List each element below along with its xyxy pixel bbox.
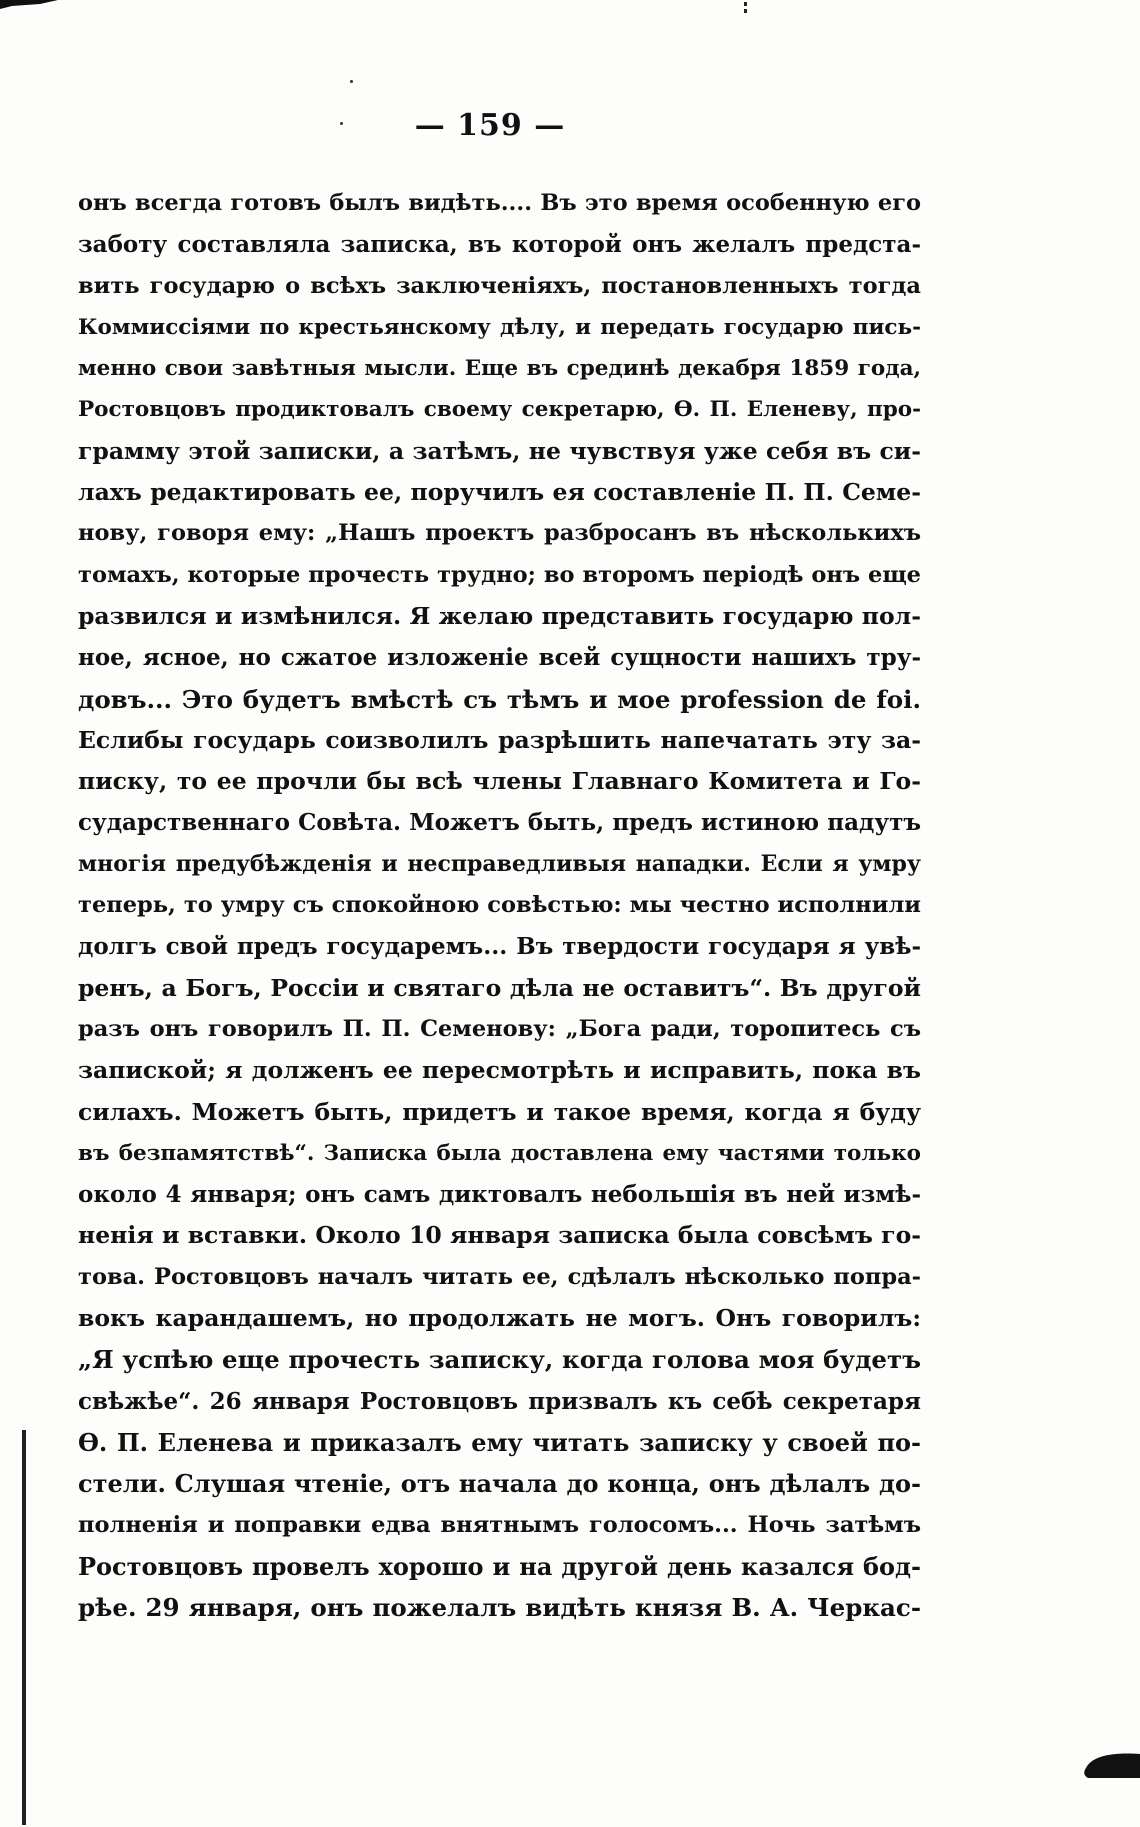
scan-edge-mark	[0, 0, 60, 10]
text-line: Ѳ. П. Еленева и приказалъ ему читать записку у своей по-	[78, 1427, 921, 1457]
page-number: — 159 —	[414, 108, 566, 143]
text-line: многія предубѣжденія и несправедливыя нападки. Если я умру	[78, 850, 921, 877]
text-line: менно свои завѣтныя мысли. Еще въ срединѣ декабря 1859 года,	[78, 356, 921, 382]
scan-edge-line	[22, 1430, 26, 1825]
text-line: лахъ редактировать ее, поручилъ ея составленіе П. П. Семе-	[78, 478, 921, 507]
text-line: вокъ карандашемъ, но продолжать не могъ. Онъ говорилъ:	[78, 1304, 921, 1333]
text-line: полненія и поправки едва внятнымъ голосомъ... Ночь затѣмъ	[78, 1511, 921, 1538]
text-line: това. Ростовцовъ началъ читать ее, сдѣлалъ нѣсколько попра-	[78, 1263, 921, 1290]
text-line: грамму этой записки, а затѣмъ, не чувствуя уже себя въ си-	[78, 436, 921, 465]
text-line: теперь, то умру съ спокойною совѣстью: мы честно исполнили	[78, 892, 921, 919]
text-line: нову, говоря ему: „Нашъ проектъ разбросанъ въ нѣсколькихъ	[78, 520, 921, 547]
text-line: Ростовцовъ провелъ хорошо и на другой день казался бод-	[78, 1551, 921, 1581]
text-line: „Я успѣю еще прочесть записку, когда голова моя будетъ	[78, 1345, 921, 1375]
text-line: въ безпамятствѣ“. Записка была доставлена ему частями только	[78, 1140, 921, 1166]
text-line: ненія и вставки. Около 10 января записка была совсѣмъ го-	[78, 1221, 921, 1250]
text-line: вить государю о всѣхъ заключеніяхъ, постановленныхъ тогда	[78, 272, 921, 299]
text-line: ренъ, а Богъ, Россіи и святаго дѣла не оставитъ“. Въ другой	[78, 973, 921, 1002]
body-text	[78, 183, 921, 1628]
text-line: стели. Слушая чтеніе, отъ начала до конца, онъ дѣлалъ до-	[78, 1469, 921, 1499]
text-line: рѣе. 29 января, онъ пожелалъ видѣть князя В. А. Черкас-	[78, 1593, 921, 1623]
text-line: онъ всегда готовъ былъ видѣть.... Въ это время особенную его	[78, 190, 921, 216]
text-line: силахъ. Можетъ быть, придетъ и такое время, когда я буду	[78, 1097, 921, 1126]
text-line: довъ... Это будетъ вмѣстѣ съ тѣмъ и мое profession de foi.	[78, 684, 921, 714]
text-line: свѣжѣе“. 26 января Ростовцовъ призвалъ къ себѣ секретаря	[78, 1387, 921, 1415]
text-line: запиской; я долженъ ее пересмотрѣть и исправить, пока въ	[78, 1056, 921, 1085]
text-line: развился и измѣнился. Я желаю представить государю пол-	[78, 601, 921, 630]
scan-ink-blot	[1082, 1750, 1140, 1780]
scan-speck	[340, 122, 343, 125]
text-line: Коммиссіями по крестьянскому дѣлу, и передать государю пись-	[78, 314, 921, 340]
text-line: долгъ свой предъ государемъ... Въ твердости государя я увѣ-	[78, 933, 921, 961]
text-line: ное, ясное, но сжатое изложеніе всей сущности нашихъ тру-	[78, 644, 921, 672]
scan-speck	[350, 80, 353, 83]
text-line: томахъ, которые прочесть трудно; во второмъ періодѣ онъ еще	[78, 561, 921, 588]
text-line: Еслибы государь соизволилъ разрѣшить напечатать эту за-	[78, 725, 921, 754]
text-line: Ростовцовъ продиктовалъ своему секретарю, Ѳ. П. Еленеву, про-	[78, 397, 921, 423]
text-line: разъ онъ говорилъ П. П. Семенову: „Бога ради, торопитесь съ	[78, 1015, 921, 1042]
text-line: сударственнаго Совѣта. Можетъ быть, предъ истиною падутъ	[78, 809, 921, 837]
text-line: писку, то ее прочли бы всѣ члены Главнаго Комитета и Го-	[78, 767, 921, 796]
text-line: заботу составляла записка, въ которой онъ желалъ предста-	[78, 231, 921, 259]
scan-speck	[743, 2, 748, 14]
text-line: около 4 января; онъ самъ диктовалъ небольшія въ ней измѣ-	[78, 1181, 921, 1209]
